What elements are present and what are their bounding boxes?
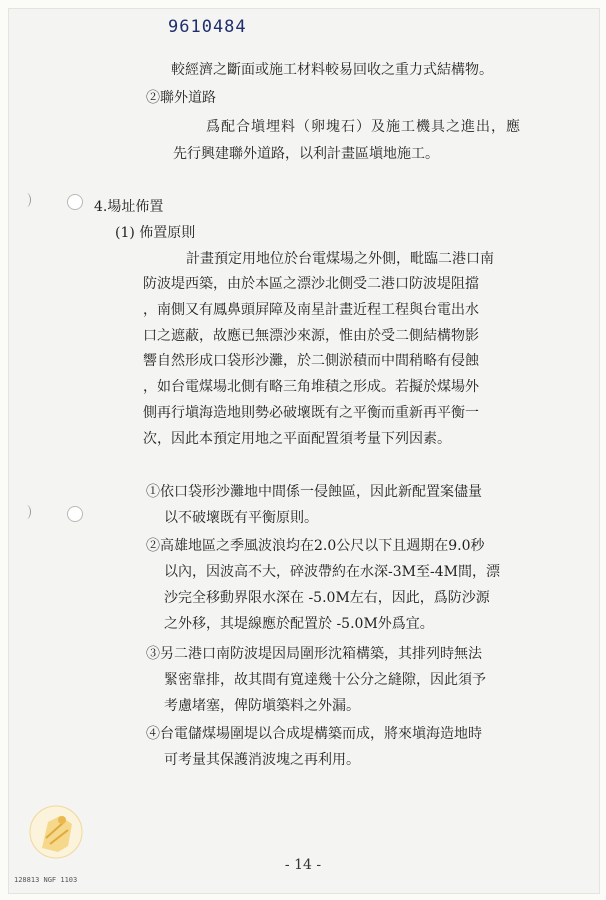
list-item-continuation: 可考量其保護消波塊之再利用。 — [164, 752, 360, 768]
binding-mark — [22, 505, 31, 519]
binding-mark — [22, 193, 31, 207]
body-line: 防波堤西築，由於本區之漂沙北側受二港口防波堤阻擋 — [143, 276, 479, 292]
list-item-continuation: 緊密靠排，故其間有寬達幾十公分之縫隙，因此須予 — [164, 672, 486, 688]
body-line: 側再行塡海造地則勢必破壞既有之平衡而重新再平衡一 — [143, 405, 479, 421]
body-line: 爲配合塡埋料（卵塊石）及施工機具之進出，應 — [206, 119, 521, 135]
list-item-continuation: 之外移，其堤線應於配置於 -5.0M外爲宜。 — [164, 616, 434, 632]
punch-hole — [67, 194, 83, 210]
list-item: ②高雄地區之季風波浪均在2.0公尺以下且週期在9.0秒 — [146, 538, 485, 554]
subheading: ②聯外道路 — [146, 90, 216, 106]
body-line: ，如台電煤場北側有略三角堆積之形成。若擬於煤場外 — [143, 379, 479, 395]
punch-hole — [67, 506, 83, 522]
list-item-continuation: 考慮堵塞，俾防塡築料之外漏。 — [164, 698, 360, 714]
body-line: 次，因此本預定用地之平面配置須考量下列因素。 — [143, 431, 451, 447]
list-item: ①依口袋形沙灘地中間係一侵蝕區，因此新配置案儘量 — [146, 484, 482, 500]
body-line: 口之遮蔽，故應已無漂沙來源，惟由於受二側結構物影 — [143, 328, 479, 344]
library-logo-icon — [28, 802, 84, 864]
list-item-continuation: 沙完全移動界限水深在 -5.0M左右，因此，爲防沙源 — [164, 590, 490, 606]
body-line: 響自然形成口袋形沙灘，於二側淤積而中間稍略有侵蝕 — [143, 353, 479, 369]
document-number: 9610484 — [168, 17, 247, 37]
body-line: 先行興建聯外道路，以利計畫區塡地施工。 — [173, 146, 439, 162]
list-item-continuation: 以內，因波高不大，碎波帶約在水深-3M至-4M間，漂 — [164, 564, 500, 580]
page-number: - 14 - — [284, 857, 322, 873]
body-line: 較經濟之斷面或施工材料較易回收之重力式結構物。 — [171, 62, 493, 78]
scan-stamp: 128813 NGF 1103 — [14, 876, 78, 884]
subsection-heading: (1) 佈置原則 — [115, 225, 196, 241]
body-line: ，南側又有鳳鼻頭屛障及南星計畫近程工程與台電出水 — [143, 302, 479, 318]
list-item: ④台電儲煤場圍堤以合成堤構築而成，將來塡海造地時 — [146, 726, 482, 742]
list-item-continuation: 以不破壞既有平衡原則。 — [164, 510, 318, 526]
body-line: 計畫預定用地位於台電煤場之外側，毗臨二港口南 — [186, 251, 494, 267]
section-heading: 4.場址佈置 — [94, 199, 164, 215]
list-item: ③另二港口南防波堤因局圍形沈箱構築，其排列時無法 — [146, 646, 482, 662]
